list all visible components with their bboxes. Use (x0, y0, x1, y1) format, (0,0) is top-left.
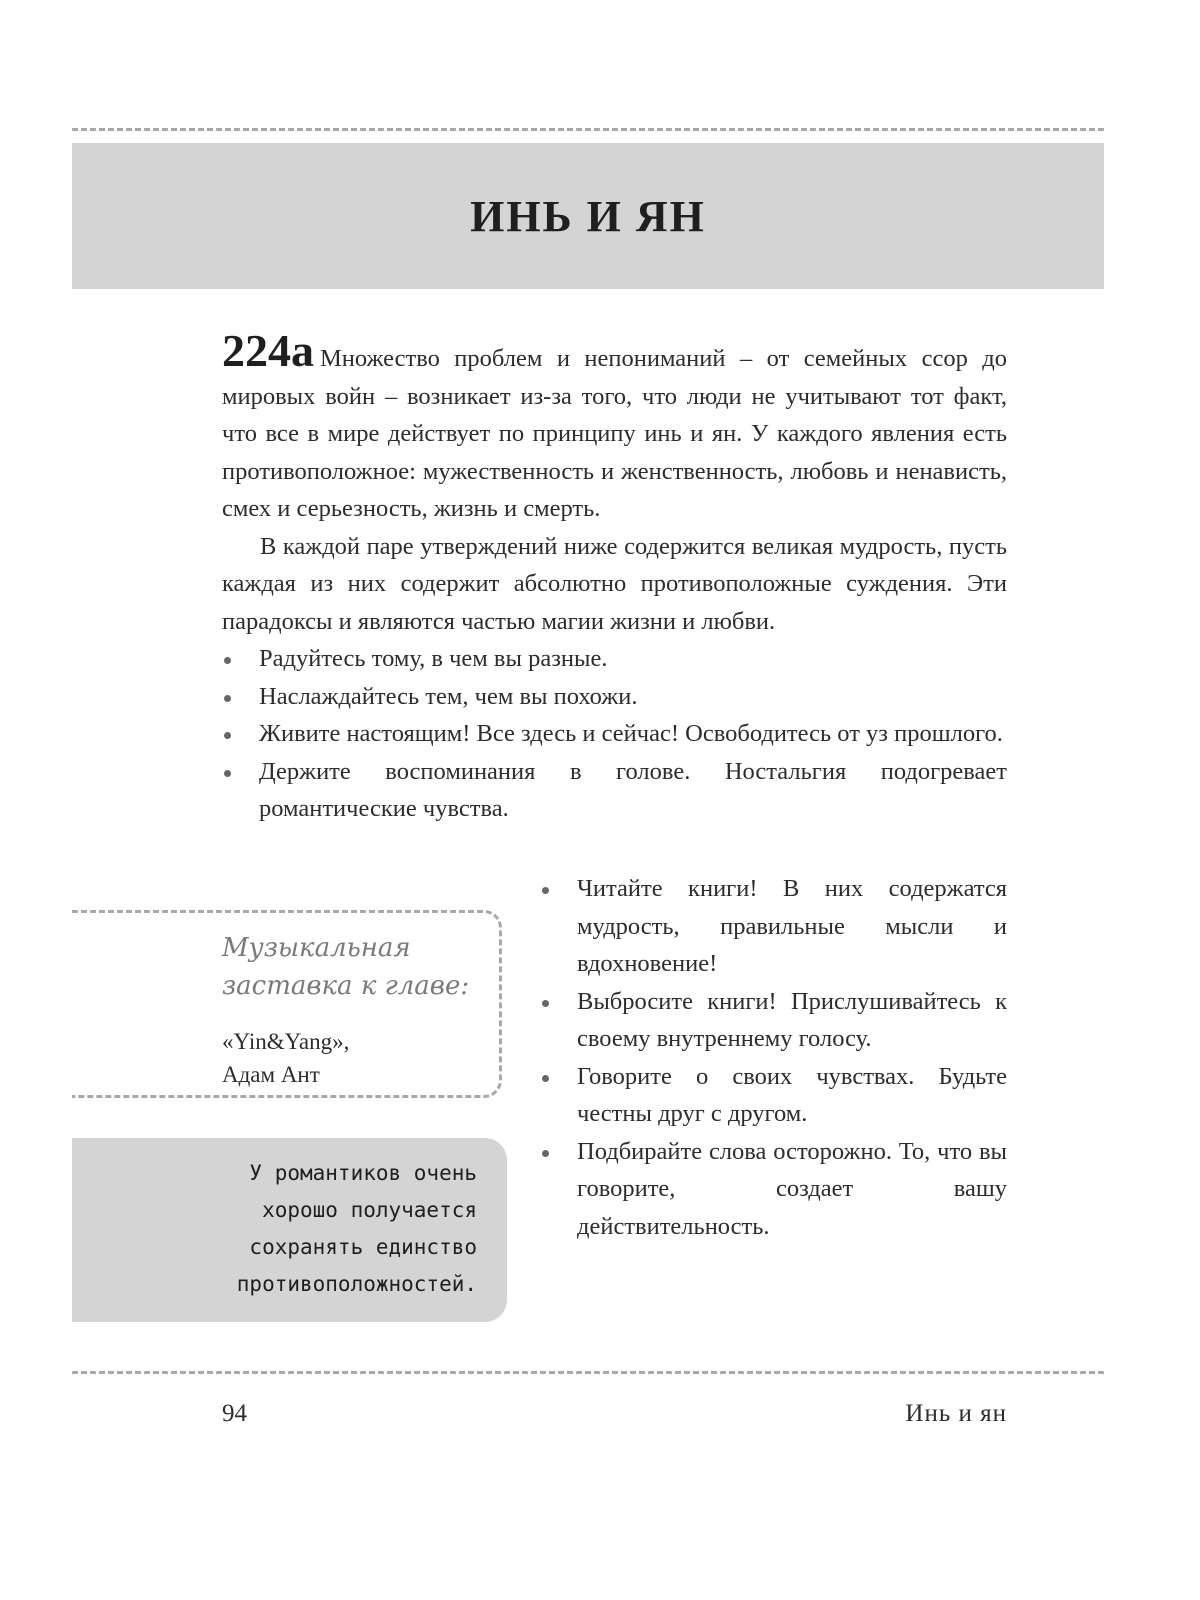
right-column (540, 870, 1007, 1245)
bullet-item: Выбросите книги! Прислушивайтесь к своему внутреннему голосу. (540, 983, 1007, 1058)
chapter-title: ИНЬ И ЯН (470, 191, 706, 241)
music-heading (222, 929, 492, 1005)
intro-paragraph (222, 325, 1007, 528)
second-paragraph: В каждой паре утверждений ниже содержится великая мудрость, пусть каждая из них содержит абсолютно противоположные суждения. Эти парадоксы и являются частью магии жизни и любви. (222, 532, 1007, 635)
music-sidebar-box (72, 910, 502, 1098)
quote-text (237, 1155, 477, 1303)
music-track-artist: Адам Ант (222, 1062, 320, 1087)
bullet-item: Говорите о своих чувствах. Будьте честны друг с другом. (540, 1058, 1007, 1133)
intro-paragraph-text: Множество проблем и непониманий – от семейных ссор до мировых войн – возникает из-за того, что люди не учитывают тот факт, что все в мире действует по принципу инь и ян. У каждого явления есть противоположное: мужественность и женственность, любовь и ненависть, смех и серьезность, жизнь и смерть. (222, 345, 1007, 522)
main-bullet-list (222, 640, 1007, 828)
quote-line: хорошо получается (262, 1198, 477, 1222)
quote-line: сохранять единство (249, 1235, 477, 1259)
quote-callout-box (72, 1138, 507, 1322)
bottom-dashed-rule (72, 1371, 1104, 1374)
music-track (222, 1025, 492, 1091)
bullet-item: Подбирайте слова осторожно. То, что вы говорите, создает вашу действительность. (540, 1133, 1007, 1246)
running-title: Инь и ян (905, 1400, 1007, 1427)
section-number: 224а (222, 325, 314, 376)
bullet-item: Живите настоящим! Все здесь и сейчас! Освободитесь от уз прошлого. (222, 715, 1007, 753)
bullet-item: Читайте книги! В них содержатся мудрость, правильные мысли и вдохновение! (540, 870, 1007, 983)
bullet-item: Держите воспоминания в голове. Ностальгия подогревает романтические чувства. (222, 753, 1007, 828)
music-track-title: «Yin&Yang», (222, 1029, 350, 1054)
quote-line: противоположностей. (236, 1272, 477, 1296)
music-heading-line: Музыкальная (222, 933, 411, 963)
bullet-item: Радуйтесь тому, в чем вы разные. (222, 640, 1007, 678)
quote-line: У романтиков очень (249, 1161, 477, 1185)
main-text (222, 325, 1007, 828)
page-number: 94 (222, 1400, 247, 1427)
chapter-title-band (72, 143, 1104, 289)
top-dashed-rule (72, 128, 1104, 131)
music-heading-line: заставка к главе: (222, 971, 470, 1001)
right-bullet-list (540, 870, 1007, 1245)
bullet-item: Наслаждайтесь тем, чем вы похожи. (222, 678, 1007, 716)
